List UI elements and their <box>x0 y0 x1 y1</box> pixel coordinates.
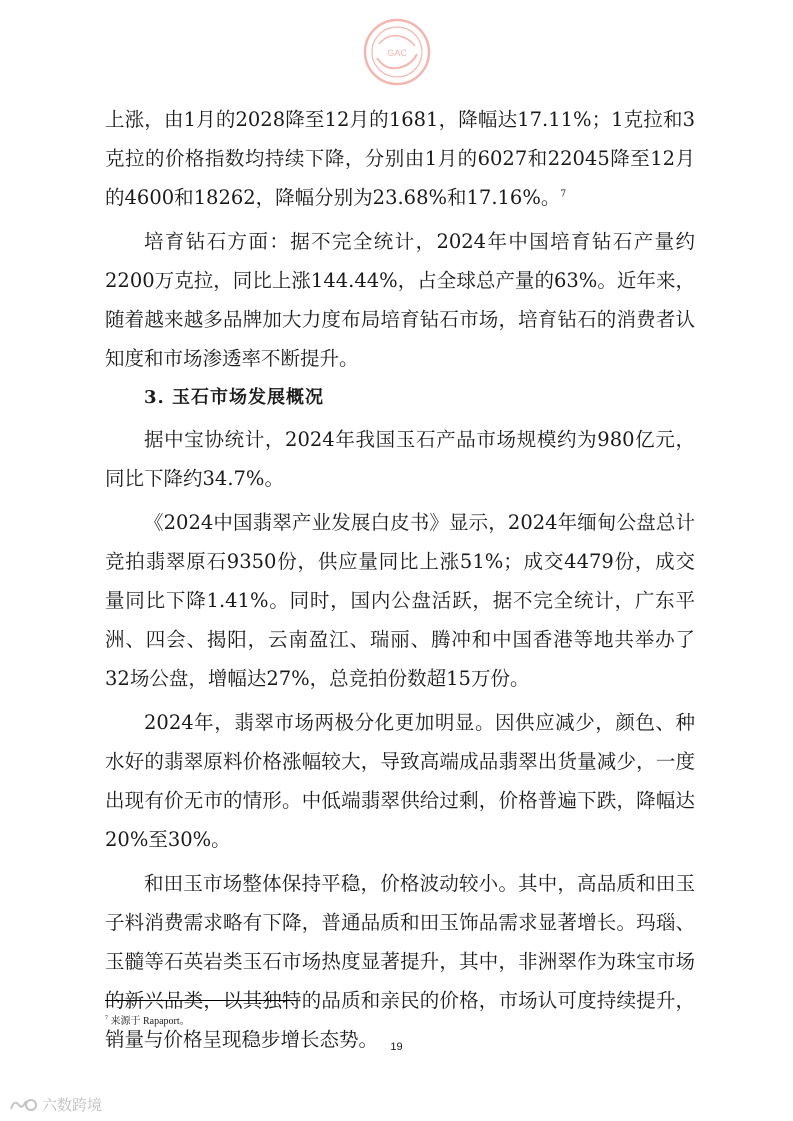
gac-logo-seal <box>363 18 431 86</box>
paragraph-jadeite-polarization: 2024年，翡翠市场两极分化更加明显。因供应减少，颜色、种水好的翡翠原料价格涨幅较大，导致高端成品翡翠出货量减少，一度出现有价无市的情形。中低端翡翠供给过剩，价格普遍下跌，降幅达20%至30%。 <box>105 711 695 851</box>
footnote <box>105 1012 190 1027</box>
paragraph-diamond-index <box>105 100 695 217</box>
paragraph-jade-market-size: 据中宝协统计，2024年我国玉石产品市场规模约为980亿元，同比下降约34.7%。 <box>105 428 695 490</box>
watermark-text: 六数跨境 <box>42 1096 103 1114</box>
footnote-number: 7 <box>105 1015 108 1022</box>
paragraph-lab-grown-diamonds: 培育钻石方面：据不完全统计，2024年中国培育钻石产量约2200万克拉，同比上涨144.44%，占全球总产量的63%。近年来，随着越来越多品牌加大力度布局培育钻石市场，培育钻石的消费者认知度和市场渗透率不断提升。 <box>105 230 695 370</box>
watermark-logo-icon <box>8 1096 38 1114</box>
page-number: 19 <box>390 1041 403 1053</box>
paragraph-text: 上涨，由1月的2028降至12月的1681，降幅达17.11%；1克拉和3克拉的价格指数均持续下降，分别由1月的6027和22045降至12月的4600和18262，降幅分别为23.68%和17.16%。 <box>105 108 695 209</box>
footnote-text: 来源于 Rapaport。 <box>108 1016 190 1027</box>
paragraph-hetian-jade: 和田玉市场整体保持平稳，价格波动较小。其中，高品质和田玉子料消费需求略有下降，普通品质和田玉饰品需求显著增长。玛瑙、玉髓等石英岩类玉石市场热度显著提升，其中，非洲翠作为珠宝市场的新兴品类，以其独特的品质和亲民的价格，市场认可度持续提升，销量与价格呈现稳步增长态势。 <box>105 872 695 1051</box>
logo-text: GAC <box>387 48 407 58</box>
footnote-divider <box>105 1000 297 1001</box>
footnote-reference: 7 <box>560 189 567 200</box>
document-body <box>105 100 695 1059</box>
watermark <box>8 1094 102 1115</box>
section-heading-jade-market: 3. 玉石市场发展概况 <box>144 387 325 408</box>
paragraph-jadeite-white-paper: 《2024中国翡翠产业发展白皮书》显示，2024年缅甸公盘总计竞拍翡翠原石9350份，供应量同比上涨51%；成交4479份，成交量同比下降1.41%。同时，国内公盘活跃，据不完全统计，广东平洲、四会、揭阳，云南盈江、瑞丽、腾冲和中国香港等地共举办了32场公盘，增幅达27%，总竞拍份数超15万份。 <box>105 511 695 690</box>
